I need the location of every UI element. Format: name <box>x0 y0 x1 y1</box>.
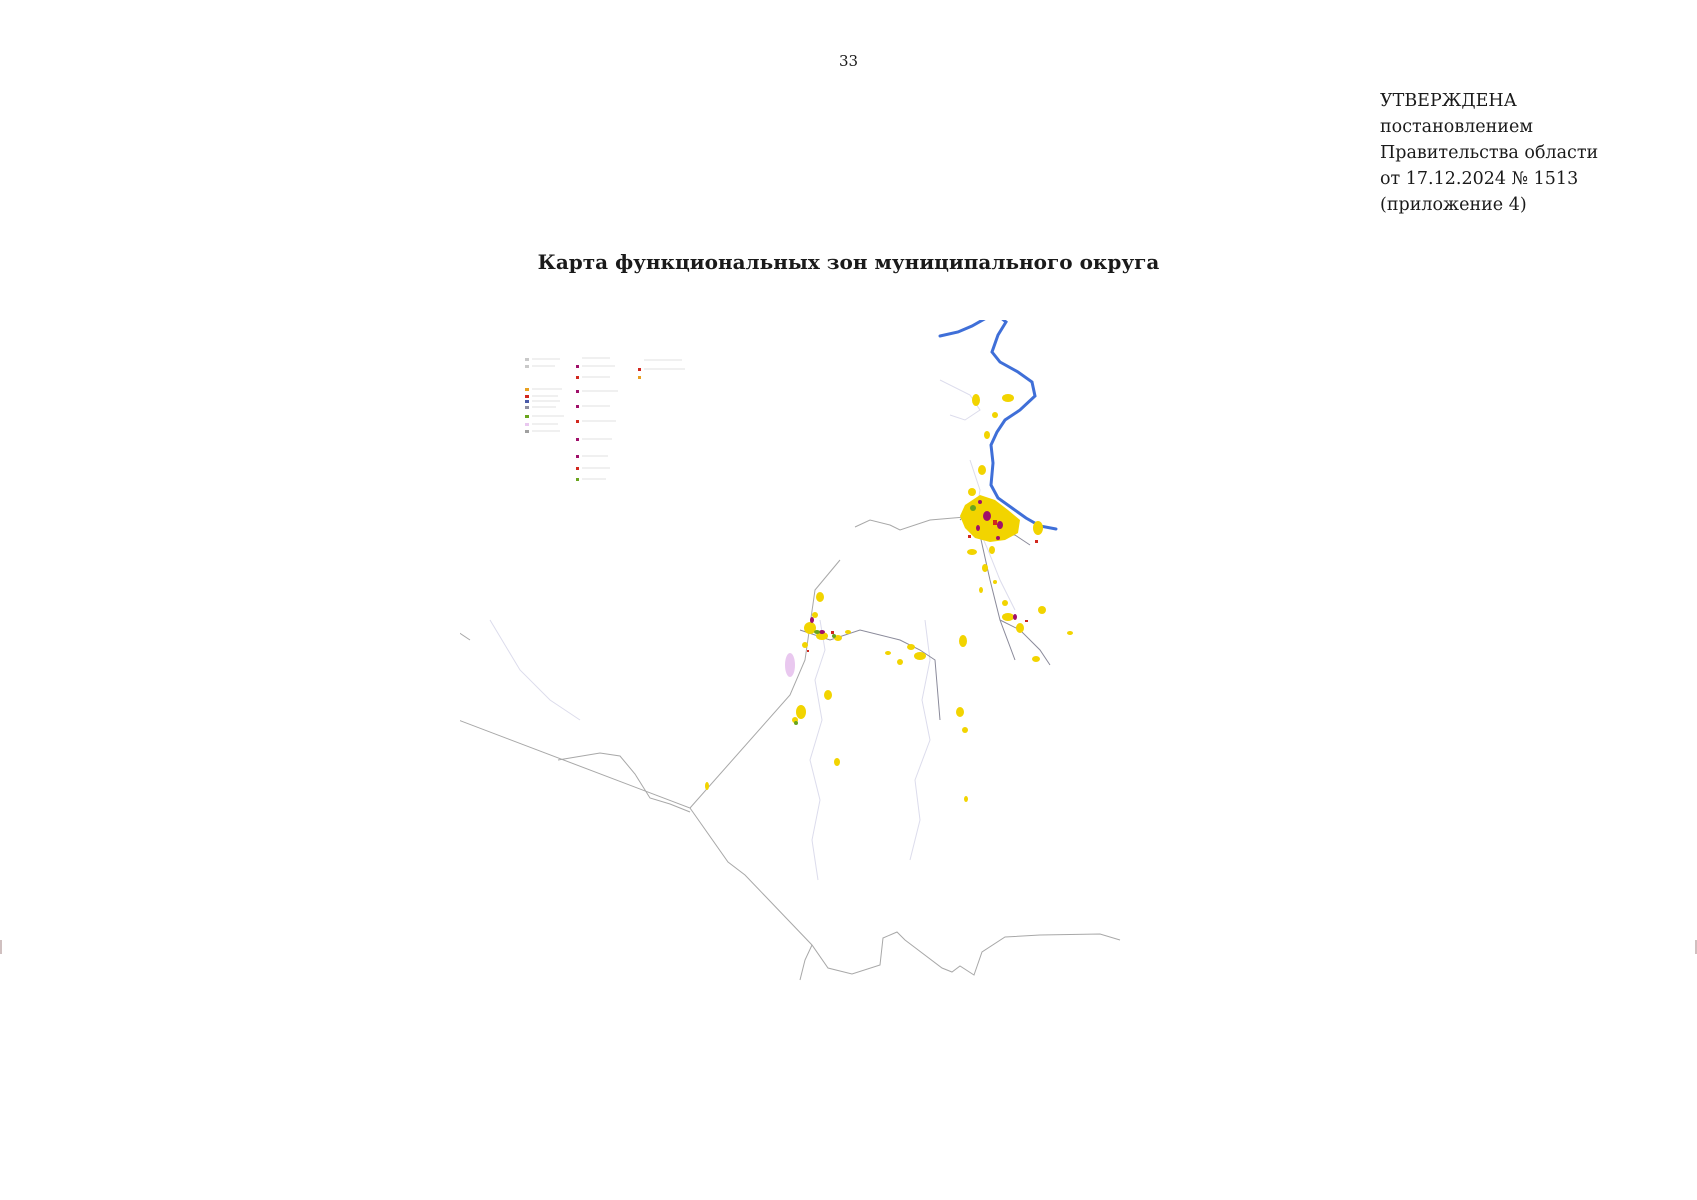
approval-line: (приложение 4) <box>1380 195 1527 215</box>
map-legend <box>525 358 685 481</box>
river <box>940 320 1056 529</box>
map-canvas <box>460 320 1250 1010</box>
page-edge-mark <box>0 940 2 954</box>
special-purpose-zone <box>785 653 795 677</box>
approval-line: УТВЕРЖДЕНА <box>1380 91 1517 111</box>
settlement-zones <box>705 394 1073 802</box>
approval-line: от 17.12.2024 № 1513 <box>1380 169 1579 189</box>
functional-zones-map[interactable] <box>460 320 1250 1010</box>
page-number: 33 <box>838 52 859 70</box>
approval-line: постановлением <box>1380 117 1533 137</box>
approval-stamp <box>1380 88 1598 218</box>
map-title: Карта функциональных зон муниципального округа <box>537 250 1160 274</box>
roads <box>800 505 1050 720</box>
minor-streams <box>490 380 1015 880</box>
municipal-boundary <box>460 517 1120 980</box>
green-zones <box>794 505 976 725</box>
approval-line: Правительства области <box>1380 143 1599 163</box>
